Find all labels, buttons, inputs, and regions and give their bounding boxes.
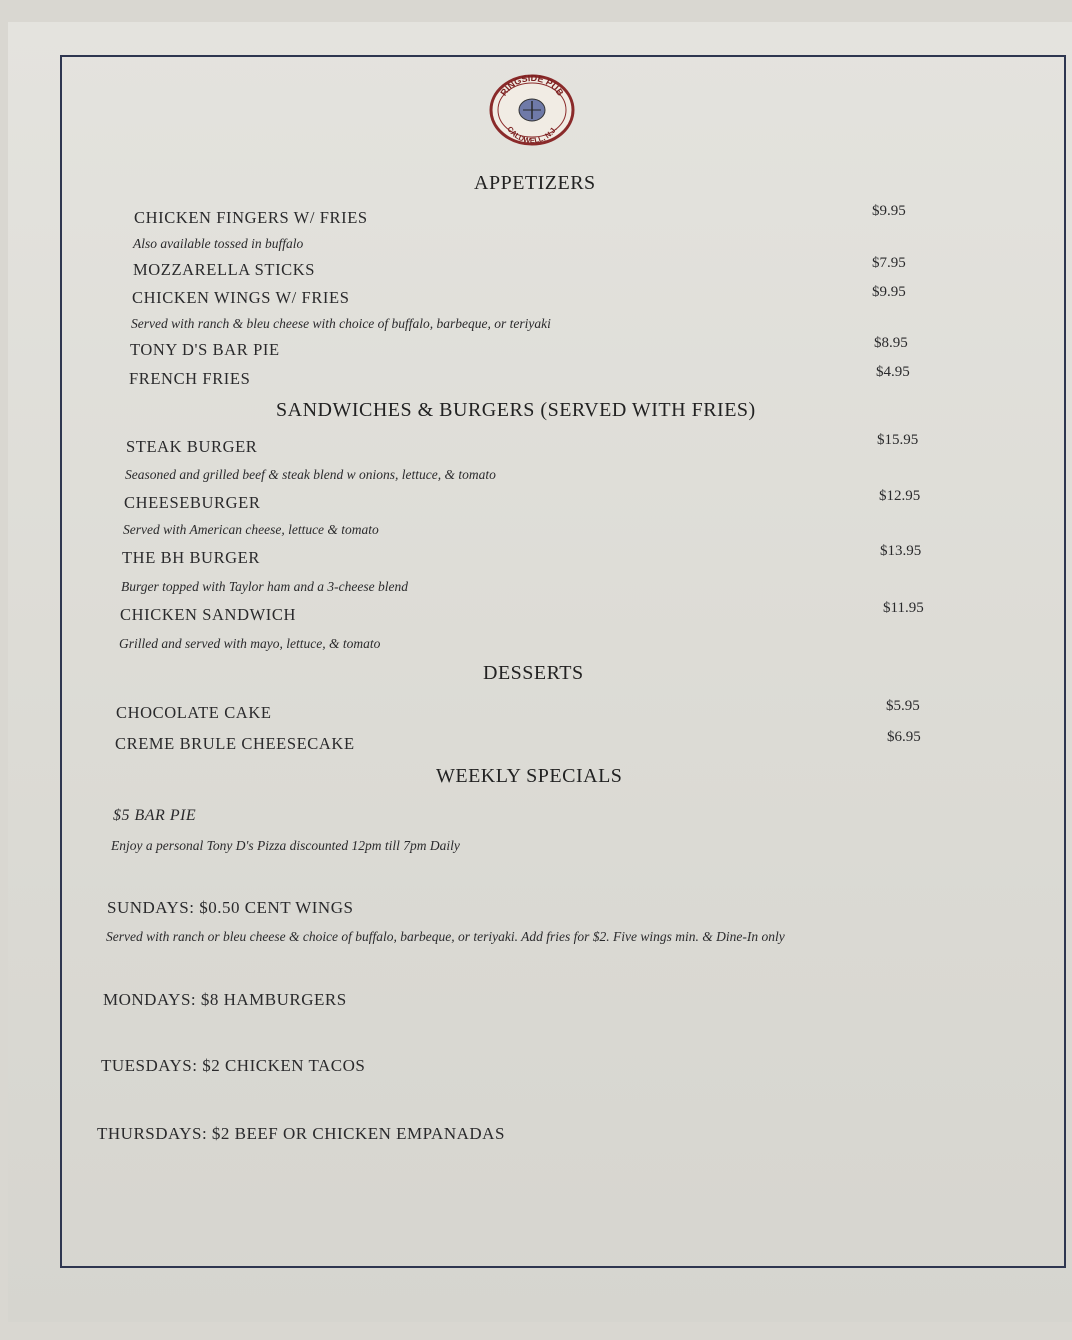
special-mondays: MONDAYS: $8 HAMBURGERS (103, 990, 347, 1009)
menu-item-desc: Grilled and served with mayo, lettuce, & tomato (119, 636, 381, 651)
menu-item-desc: Also available tossed in buffalo (133, 236, 304, 251)
menu-item-price: $6.95 (887, 729, 921, 745)
sandwiches-title: SANDWICHES & BURGERS (SERVED WITH FRIES) (276, 399, 756, 421)
special-bar-pie-name: $5 BAR PIE (113, 807, 197, 824)
menu-item-name: MOZZARELLA STICKS (133, 260, 316, 279)
special-bar-pie-desc: Enjoy a personal Tony D's Pizza discounted 12pm till 7pm Daily (111, 838, 460, 853)
appetizers-title: APPETIZERS (474, 172, 596, 194)
menu-item-price: $9.95 (872, 284, 906, 300)
menu-item-desc: Served with ranch & bleu cheese with choice of buffalo, barbeque, or teriyaki (131, 316, 551, 331)
menu-item-name: CHICKEN FINGERS W/ FRIES (134, 208, 368, 227)
menu-item-price: $11.95 (883, 600, 924, 616)
menu-item-desc: Served with American cheese, lettuce & tomato (123, 522, 379, 537)
special-sundays: SUNDAYS: $0.50 CENT WINGS (107, 898, 354, 917)
logo-top-text: RINGSIDE PUB (498, 74, 566, 98)
menu-item-name: CREME BRULE CHEESECAKE (115, 734, 355, 753)
special-tuesdays: TUESDAYS: $2 CHICKEN TACOS (101, 1056, 366, 1075)
menu-item-name: TONY D'S BAR PIE (130, 340, 280, 359)
menu-item-name: FRENCH FRIES (129, 369, 251, 388)
menu-item-name: CHICKEN WINGS W/ FRIES (132, 288, 350, 307)
logo-bottom-text: CALDWELL, N.J. (505, 124, 559, 146)
menu-item-desc: Burger topped with Taylor ham and a 3-cheese blend (121, 579, 408, 594)
desserts-title: DESSERTS (483, 662, 584, 684)
menu-item-price: $4.95 (876, 364, 910, 380)
menu-item-desc: Seasoned and grilled beef & steak blend w onions, lettuce, & tomato (125, 467, 496, 482)
menu-item-name: CHICKEN SANDWICH (120, 605, 296, 624)
menu-item-price: $9.95 (872, 203, 906, 219)
menu-item-price: $15.95 (877, 432, 919, 448)
menu-item-name: CHEESEBURGER (124, 493, 261, 512)
ringside-pub-logo (489, 74, 575, 146)
special-thursdays: THURSDAYS: $2 BEEF OR CHICKEN EMPANADAS (97, 1124, 505, 1143)
menu-item-price: $13.95 (880, 543, 922, 559)
weekly-specials-title: WEEKLY SPECIALS (436, 765, 623, 787)
menu-item-price: $12.95 (879, 488, 921, 504)
menu-item-name: CHOCOLATE CAKE (116, 703, 272, 722)
menu-item-price: $8.95 (874, 335, 908, 351)
menu-item-name: THE BH BURGER (122, 548, 260, 567)
menu-item-name: STEAK BURGER (126, 437, 258, 456)
menu-item-price: $7.95 (872, 255, 906, 271)
menu-item-price: $5.95 (886, 698, 920, 714)
special-sundays-desc: Served with ranch or bleu cheese & choice of buffalo, barbeque, or teriyaki. Add fries for $2. Five wings min. & Dine-In only (106, 929, 785, 944)
